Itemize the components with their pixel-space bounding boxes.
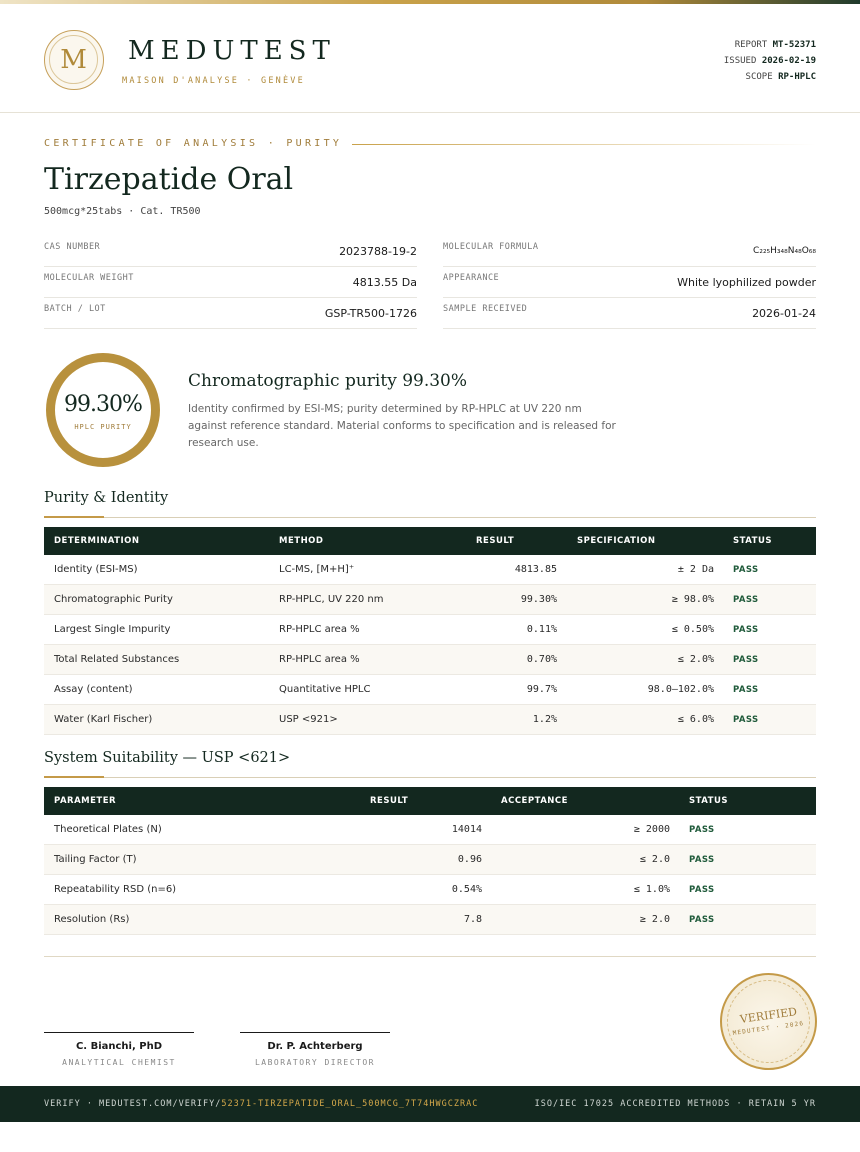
status-badge: PASS	[733, 565, 759, 575]
cell-acceptance: ≥ 2.0	[639, 914, 670, 925]
purity-title: Chromatographic purity 99.30%	[188, 371, 468, 391]
cell-result: 7.8	[463, 914, 482, 925]
status-badge: PASS	[733, 595, 759, 605]
specs-right-column	[443, 236, 816, 329]
cell-determination: Identity (ESI-MS)	[54, 564, 138, 575]
column-header: ACCEPTANCE	[501, 796, 568, 806]
spec-value: 4813.55 Da	[352, 275, 417, 289]
report-number: MT-52371	[772, 40, 816, 50]
cell-acceptance: ≤ 1.0%	[633, 884, 670, 895]
status-badge: PASS	[689, 825, 715, 835]
cell-result: 0.54%	[451, 884, 482, 895]
spec-row	[443, 267, 816, 298]
status-badge: PASS	[733, 715, 759, 725]
cell-result: 99.30%	[520, 594, 557, 605]
spec-row	[44, 298, 417, 329]
table-row	[44, 555, 816, 585]
table-row	[44, 585, 816, 615]
cell-parameter: Resolution (Rs)	[54, 914, 130, 925]
purity-ring-label: HPLC PURITY	[74, 423, 132, 431]
report-header	[0, 4, 860, 113]
cell-result: 14014	[451, 824, 482, 835]
cell-method: RP-HPLC area %	[279, 654, 360, 665]
signature-line	[240, 1032, 390, 1033]
cell-determination: Total Related Substances	[54, 654, 180, 665]
cell-specification: ± 2 Da	[677, 564, 714, 575]
cell-method: RP-HPLC, UV 220 nm	[279, 594, 384, 605]
status-badge: PASS	[733, 655, 759, 665]
cell-method: Quantitative HPLC	[279, 684, 371, 695]
section-divider	[44, 777, 816, 778]
suitability-section-heading: System Suitability — USP <621>	[44, 750, 291, 766]
section-accent	[44, 776, 104, 778]
purity-section-heading: Purity & Identity	[44, 490, 169, 506]
table-row	[44, 675, 816, 705]
spec-row	[443, 236, 816, 267]
eyebrow-divider	[352, 144, 816, 145]
accreditation-note: ISO/IEC 17025 ACCREDITED METHODS · RETAIN 5 YR	[534, 1099, 816, 1109]
verify-line	[44, 1099, 478, 1109]
cell-determination: Assay (content)	[54, 684, 133, 695]
spec-row	[443, 298, 816, 329]
stamp-title: VERIFIED	[739, 1005, 798, 1026]
spec-value: GSP-TR500-1726	[324, 306, 417, 320]
cell-result: 0.96	[457, 854, 482, 865]
cell-result: 99.7%	[526, 684, 557, 695]
purity-description: Identity confirmed by ESI-MS; purity determined by RP-HPLC at UV 220 nm against reference standard. Material conforms to specification and is released for research use.	[188, 403, 616, 449]
status-badge: PASS	[689, 915, 715, 925]
status-badge: PASS	[689, 855, 715, 865]
spec-key: APPEARANCE	[443, 273, 500, 283]
certificate-eyebrow: CERTIFICATE OF ANALYSIS · PURITY	[44, 138, 343, 149]
report-meta	[724, 37, 816, 85]
spec-key: MOLECULAR FORMULA	[443, 242, 539, 252]
scope-label: SCOPE	[745, 72, 773, 82]
table-row	[44, 815, 816, 845]
table-row	[44, 845, 816, 875]
signature-divider	[44, 956, 816, 957]
cell-specification: ≤ 2.0%	[677, 654, 714, 665]
cell-result: 0.11%	[526, 624, 557, 635]
cell-result: 0.70%	[526, 654, 557, 665]
spec-key: MOLECULAR WEIGHT	[44, 273, 134, 283]
cell-acceptance: ≥ 2000	[633, 824, 670, 835]
table-row	[44, 905, 816, 935]
stamp-subtitle: MEDUTEST · 2026	[732, 1020, 805, 1037]
cell-acceptance: ≤ 2.0	[639, 854, 670, 865]
signatory-role: LABORATORY DIRECTOR	[254, 1058, 375, 1067]
cell-parameter: Repeatability RSD (n=6)	[54, 884, 177, 895]
product-title: Tirzepatide Oral	[44, 162, 294, 197]
column-header: METHOD	[279, 536, 324, 546]
purity-ring	[46, 353, 160, 467]
suitability-table	[44, 787, 816, 935]
spec-key: SAMPLE RECEIVED	[443, 304, 528, 314]
spec-key: CAS NUMBER	[44, 242, 101, 252]
signatory-name: Dr. P. Achterberg	[267, 1041, 363, 1052]
footer-bar	[0, 1086, 860, 1122]
suitability-table-body	[44, 815, 816, 935]
column-header: RESULT	[476, 536, 515, 546]
cell-determination: Water (Karl Fischer)	[54, 714, 153, 725]
cell-specification: ≥ 98.0%	[671, 594, 714, 605]
spec-row	[44, 236, 417, 267]
brand-logo	[44, 30, 104, 90]
status-badge: PASS	[689, 885, 715, 895]
column-header: STATUS	[733, 536, 773, 546]
column-header: PARAMETER	[54, 796, 117, 806]
issued-label: ISSUED	[723, 56, 757, 66]
status-badge: PASS	[733, 685, 759, 695]
signatory-name: C. Bianchi, PhD	[75, 1041, 163, 1052]
section-divider	[44, 517, 816, 518]
cell-specification: 98.0–102.0%	[647, 684, 714, 695]
table-row	[44, 875, 816, 905]
table-row	[44, 645, 816, 675]
verified-stamp	[720, 973, 817, 1070]
status-badge: PASS	[733, 625, 759, 635]
brand-tagline: MAISON D'ANALYSE · GENÈVE	[122, 76, 305, 86]
spec-value: 2026-01-24	[752, 306, 816, 320]
logo-letter: M	[49, 35, 98, 84]
purity-ring-value: 99.30%	[64, 392, 142, 417]
purity-table	[44, 527, 816, 735]
brand-name: MEDUTEST	[128, 36, 336, 66]
signature-line	[44, 1032, 194, 1033]
issued-date: 2026-02-19	[761, 56, 816, 66]
cell-method: USP <921>	[279, 714, 338, 725]
table-header	[44, 787, 816, 815]
cell-method: RP-HPLC area %	[279, 624, 360, 635]
section-accent	[44, 516, 104, 518]
spec-value: C₂₂₅H₃₄₈N₄₈O₆₈	[753, 246, 816, 256]
column-header: STATUS	[689, 796, 729, 806]
cell-determination: Largest Single Impurity	[54, 624, 171, 635]
cell-specification: ≤ 6.0%	[677, 714, 714, 725]
purity-table-body	[44, 555, 816, 735]
signatory-role: ANALYTICAL CHEMIST	[62, 1058, 176, 1067]
table-header	[44, 527, 816, 555]
verify-link[interactable]: 52371-TIRZEPATIDE_ORAL_500MCG_7T74HWGCZRAC	[221, 1099, 479, 1109]
table-row	[44, 705, 816, 735]
column-header: SPECIFICATION	[577, 536, 656, 546]
column-header: DETERMINATION	[54, 536, 140, 546]
column-header: RESULT	[370, 796, 409, 806]
specs-left-column	[44, 236, 417, 329]
cell-method: LC-MS, [M+H]⁺	[279, 564, 355, 575]
cell-parameter: Theoretical Plates (N)	[54, 824, 162, 835]
cell-result: 1.2%	[532, 714, 557, 725]
spec-value: 2023788-19-2	[339, 244, 417, 258]
verify-prefix: VERIFY · MEDUTEST.COM/VERIFY/	[44, 1099, 222, 1109]
spec-key: BATCH / LOT	[44, 304, 106, 314]
spec-value: White lyophilized powder	[677, 275, 816, 289]
cell-determination: Chromatographic Purity	[54, 594, 173, 605]
product-subtitle: 500mcg*25tabs · Cat. TR500	[44, 206, 201, 217]
cell-specification: ≤ 0.50%	[671, 624, 714, 635]
spec-row	[44, 267, 417, 298]
cell-parameter: Tailing Factor (T)	[54, 854, 137, 865]
table-row	[44, 615, 816, 645]
report-label: REPORT	[734, 40, 768, 50]
cell-result: 4813.85	[514, 564, 557, 575]
scope-value: RP-HPLC	[778, 72, 816, 82]
